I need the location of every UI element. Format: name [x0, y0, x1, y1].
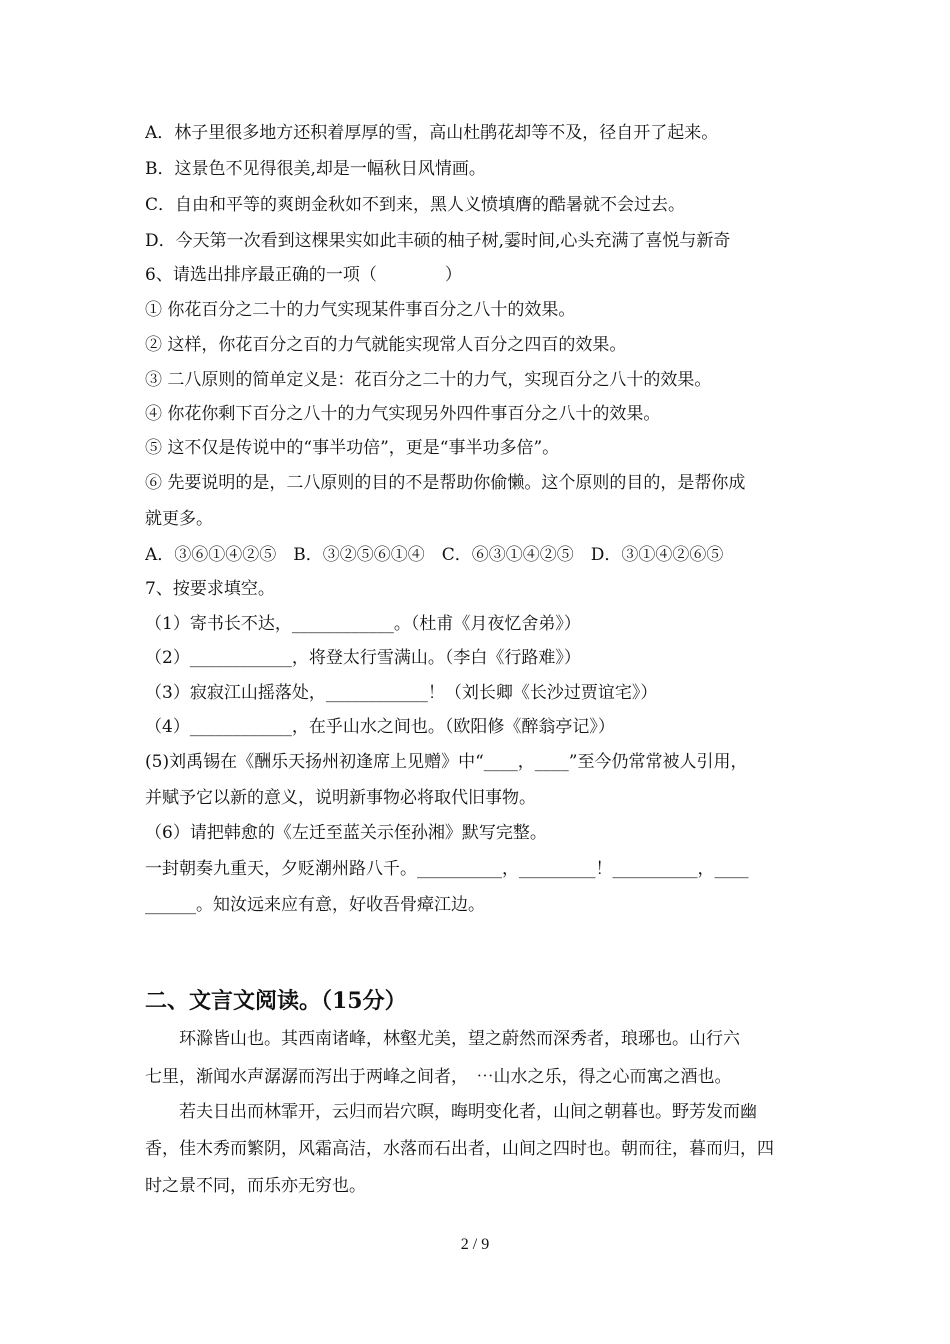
q7-item-3: （3）寂寂江山摇落处，____________！（刘长卿《长沙过贾谊宅》） — [145, 683, 658, 703]
q6-sentence-6-line1: ⑥ 先要说明的是，二八原则的目的不是帮助你偷懒。这个原则的目的，是帮你成 — [145, 473, 746, 493]
q7-item-5-line1: (5)刘禹锡在《酬乐天扬州初逢席上见赠》中“____，____”至今仍常常被人引用， — [145, 752, 748, 772]
q7-stem: 7、按要求填空。 — [145, 579, 275, 599]
passage-p2-line3: 时之景不同，而乐亦无穷也。 — [145, 1176, 366, 1196]
q6-options: A．③⑥①④②⑤ B．③②⑤⑥①④ C．⑥③①④②⑤ D．③①④②⑥⑤ — [145, 545, 724, 565]
q6-sentence-4: ④ 你花你剩下百分之八十的力气实现另外四件事百分之八十的效果。 — [145, 404, 661, 424]
q5-option-a: A．林子里很多地方还积着厚厚的雪，高山杜鹃花却等不及，径自开了起来。 — [145, 123, 719, 143]
passage-p1-line1: 环滁皆山也。其西南诸峰，林壑尤美，望之蔚然而深秀者，琅琊也。山行六 — [145, 1029, 740, 1049]
q5-option-b: B．这景色不见得很美,却是一幅秋日风情画。 — [145, 159, 486, 179]
q7-item-2: （2）____________，将登太行雪满山。（李白《行路难》） — [145, 648, 581, 668]
q7-item-6-line2: ______。知汝远来应有意，好收吾骨瘴江边。 — [145, 895, 485, 915]
q7-item-6-line1: 一封朝奏九重天，夕贬潮州路八千。__________，_________！__________，____ — [145, 859, 749, 879]
passage-p1-line2: 七里，渐闻水声潺潺而泻出于两峰之间者， ⋯山水之乐，得之心而寓之酒也。 — [145, 1067, 732, 1087]
q7-item-1: （1）寄书长不达，____________。（杜甫《月夜忆舍弟》） — [145, 614, 581, 634]
passage-p2-line2: 香，佳木秀而繁阴，风霜高洁，水落而石出者，山间之四时也。朝而往，暮而归，四 — [145, 1139, 774, 1159]
q6-stem: 6、请选出排序最正确的一项（ ） — [145, 265, 462, 285]
q7-item-5-line2: 并赋予它以新的意义，说明新事物必将取代旧事物。 — [145, 788, 536, 808]
q6-sentence-1: ① 你花百分之二十的力气实现某件事百分之八十的效果。 — [145, 300, 576, 320]
q5-option-d: D．今天第一次看到这棵果实如此丰硕的柚子树,霎时间,心头充满了喜悦与新奇 — [145, 231, 731, 251]
q6-sentence-2: ② 这样，你花百分之百的力气就能实现常人百分之四百的效果。 — [145, 335, 627, 355]
q7-item-4: （4）____________，在乎山水之间也。（欧阳修《醉翁亭记》） — [145, 717, 615, 737]
passage-p2-line1: 若夫日出而林霏开，云归而岩穴暝，晦明变化者，山间之朝暮也。野芳发而幽 — [145, 1102, 757, 1122]
q6-sentence-5: ⑤ 这不仅是传说中的“事半功倍”，更是“事半功多倍”。 — [145, 438, 560, 458]
q6-sentence-6-line2: 就更多。 — [145, 509, 213, 529]
q7-item-6-stem: （6）请把韩愈的《左迁至蓝关示侄孙湘》默写完整。 — [145, 823, 547, 843]
q5-option-c: C．自由和平等的爽朗金秋如不到来，黑人义愤填膺的酷暑就不会过去。 — [145, 195, 686, 215]
page-number: 2 / 9 — [460, 1236, 490, 1253]
q6-sentence-3: ③ 二八原则的简单定义是：花百分之二十的力气，实现百分之八十的效果。 — [145, 370, 712, 390]
section-2-title: 二、文言文阅读。（15分） — [145, 988, 407, 1014]
